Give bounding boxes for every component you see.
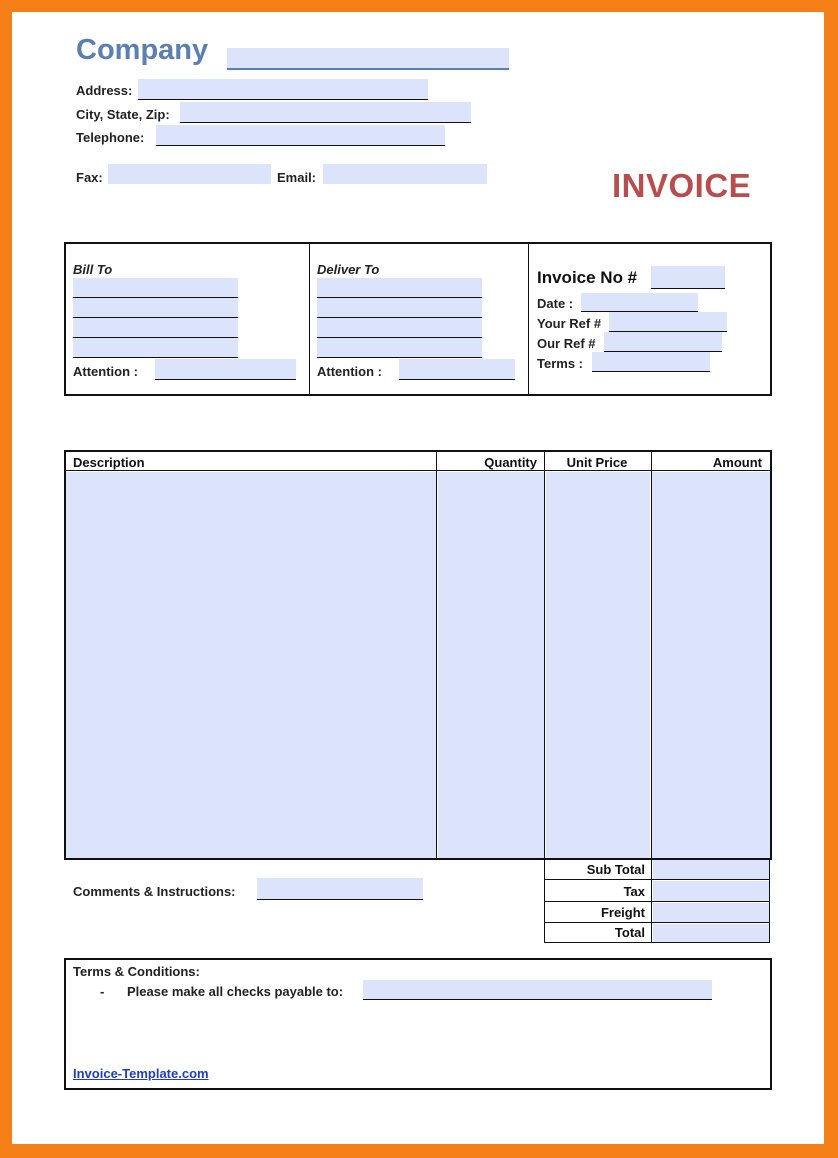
sub-total-label: Sub Total xyxy=(586,862,645,877)
total-field[interactable] xyxy=(653,924,769,942)
company-label: Company xyxy=(76,34,209,66)
email-field[interactable] xyxy=(323,164,487,184)
deliver-to-line-1[interactable] xyxy=(317,278,482,298)
deliver-to-attention-field[interactable] xyxy=(399,359,515,380)
telephone-field[interactable] xyxy=(156,125,445,146)
address-field[interactable] xyxy=(138,79,428,100)
bill-to-line-1[interactable] xyxy=(73,278,238,298)
comments-label: Comments & Instructions: xyxy=(73,884,236,899)
quantity-header: Quantity xyxy=(484,455,537,470)
terms-conditions-title: Terms & Conditions: xyxy=(73,964,200,979)
unit-price-column-field[interactable] xyxy=(546,472,650,858)
checks-payable-field[interactable] xyxy=(363,980,712,1000)
bill-to-attention-field[interactable] xyxy=(155,359,296,380)
total-label: Total xyxy=(614,925,645,940)
checks-payable-label: Please make all checks payable to: xyxy=(127,984,344,999)
your-ref-field[interactable] xyxy=(609,312,727,332)
deliver-to-line-4[interactable] xyxy=(317,338,482,358)
date-label: Date : xyxy=(537,296,574,311)
description-column-field[interactable] xyxy=(66,472,436,858)
bill-to-line-3[interactable] xyxy=(73,318,238,338)
invoice-template-link[interactable]: Invoice-Template.com xyxy=(73,1066,209,1081)
freight-label: Freight xyxy=(600,905,645,920)
fax-label: Fax: xyxy=(76,170,103,185)
invoice-title: INVOICE xyxy=(612,167,752,204)
deliver-to-line-2[interactable] xyxy=(317,298,482,318)
amount-header: Amount xyxy=(712,455,762,470)
terms-field[interactable] xyxy=(592,352,710,372)
bill-to-line-2[interactable] xyxy=(73,298,238,318)
bill-to-title: Bill To xyxy=(73,262,113,277)
terms-bullet: - xyxy=(100,984,105,999)
company-name-field[interactable] xyxy=(227,48,509,70)
invoice-page xyxy=(12,12,824,1144)
bill-to-attention-label: Attention : xyxy=(73,364,138,379)
invoice-no-field[interactable] xyxy=(651,266,725,289)
address-label: Address: xyxy=(76,83,133,98)
deliver-to-line-3[interactable] xyxy=(317,318,482,338)
your-ref-label: Your Ref # xyxy=(537,316,602,331)
email-label: Email: xyxy=(277,170,317,185)
tax-label: Tax xyxy=(623,884,645,899)
our-ref-field[interactable] xyxy=(604,332,722,352)
unit-price-header: Unit Price xyxy=(566,455,628,470)
fax-field[interactable] xyxy=(108,164,271,184)
telephone-label: Telephone: xyxy=(76,130,145,145)
description-header: Description xyxy=(73,455,145,470)
deliver-to-title: Deliver To xyxy=(317,262,380,277)
city-state-zip-label: City, State, Zip: xyxy=(76,107,170,122)
city-state-zip-field[interactable] xyxy=(180,102,471,123)
invoice-no-label: Invoice No # xyxy=(537,268,638,287)
deliver-to-attention-label: Attention : xyxy=(317,364,382,379)
sub-total-field[interactable] xyxy=(653,860,769,879)
date-field[interactable] xyxy=(581,293,698,312)
amount-column-field[interactable] xyxy=(652,472,770,858)
comments-field[interactable] xyxy=(257,878,423,900)
tax-field[interactable] xyxy=(653,881,769,901)
terms-label: Terms : xyxy=(537,356,583,371)
quantity-column-field[interactable] xyxy=(438,472,544,858)
freight-field[interactable] xyxy=(653,903,769,922)
bill-to-line-4[interactable] xyxy=(73,338,238,358)
our-ref-label: Our Ref # xyxy=(537,336,596,351)
